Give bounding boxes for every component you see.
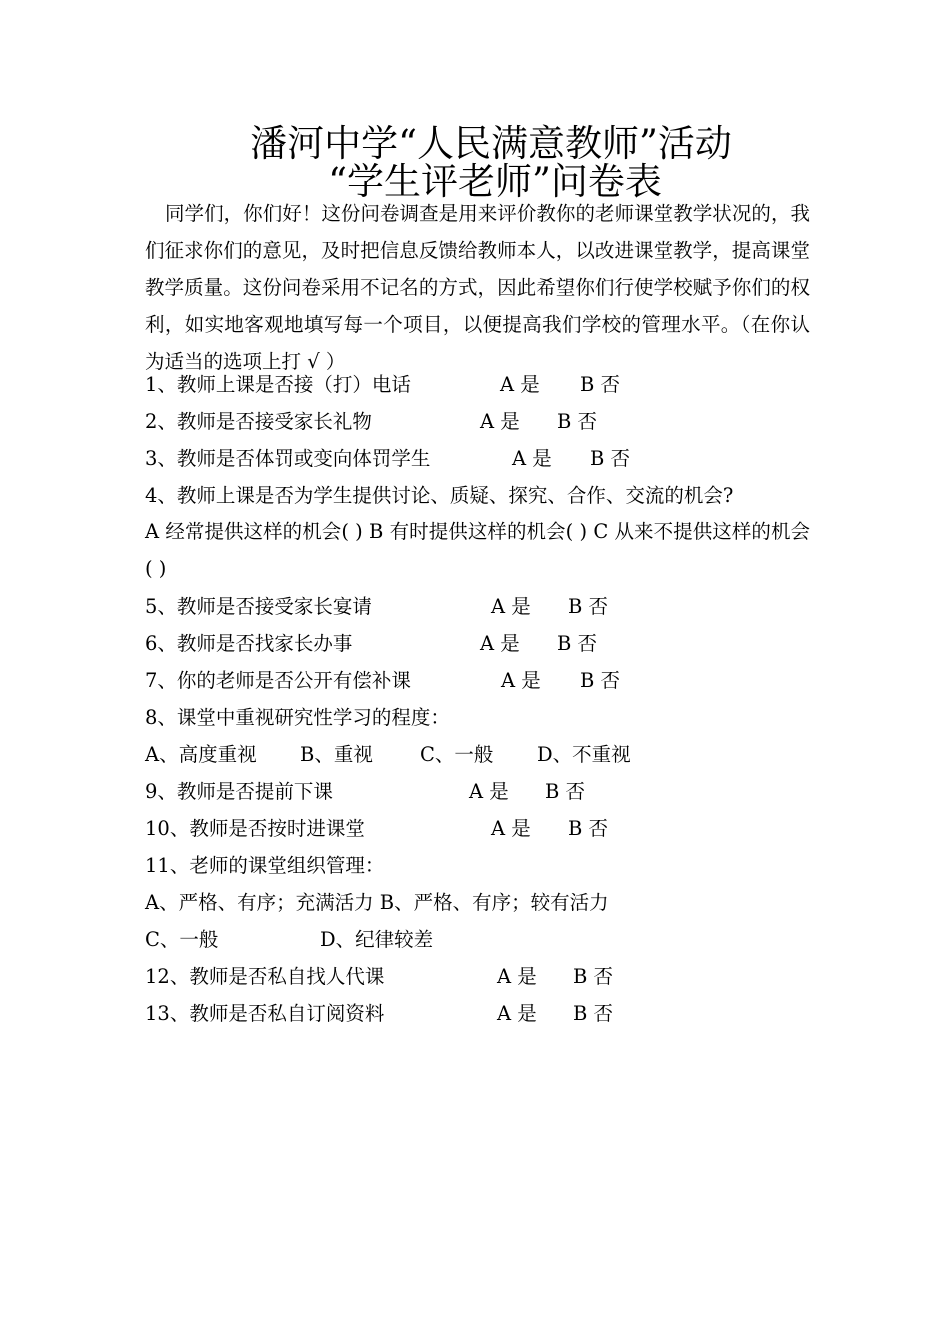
question-11: 11、老师的课堂组织管理：: [145, 854, 385, 877]
question-13-option-a[interactable]: A 是: [497, 1002, 537, 1025]
question-7: 7、你的老师是否公开有偿补课: [145, 669, 411, 692]
question-10-option-a[interactable]: A 是: [491, 817, 531, 840]
question-11-options-ab[interactable]: A、严格、有序；充满活力 B、严格、有序；较有活力: [145, 891, 609, 914]
question-5-option-b[interactable]: B 否: [568, 595, 609, 618]
question-13: 13、教师是否私自订阅资料: [145, 1002, 385, 1025]
title-line-1: 潘河中学“人民满意教师”活动: [250, 122, 732, 165]
title-line-2: “学生评老师”问卷表: [328, 160, 662, 203]
question-13-option-b[interactable]: B 否: [573, 1002, 614, 1025]
question-3-option-a[interactable]: A 是: [512, 447, 552, 470]
question-9: 9、教师是否提前下课: [145, 780, 333, 803]
question-2-option-a[interactable]: A 是: [480, 410, 520, 433]
question-7-option-a[interactable]: A 是: [501, 669, 541, 692]
question-12-option-b[interactable]: B 否: [573, 965, 614, 988]
question-8-option-a[interactable]: A、高度重视: [145, 743, 257, 766]
question-10-option-b[interactable]: B 否: [568, 817, 609, 840]
question-10: 10、教师是否按时进课堂: [145, 817, 365, 840]
question-6-option-b[interactable]: B 否: [557, 632, 598, 655]
question-1: 1、教师上课是否接（打）电话: [145, 373, 411, 396]
question-1-option-b[interactable]: B 否: [580, 373, 621, 396]
question-12: 12、教师是否私自找人代课: [145, 965, 385, 988]
question-6: 6、教师是否找家长办事: [145, 632, 353, 655]
question-11-option-d[interactable]: D、纪律较差: [320, 928, 434, 951]
question-5-option-a[interactable]: A 是: [491, 595, 531, 618]
question-6-option-a[interactable]: A 是: [480, 632, 520, 655]
question-9-option-b[interactable]: B 否: [545, 780, 586, 803]
intro-paragraph: 同学们，你们好！这份问卷调查是用来评价教你的老师课堂教学状况的，我们征求你们的意见，及时把信息反馈给教师本人，以改进课堂教学，提高课堂教学质量。这份问卷采用不记名的方式，因此希望你们行使学校赋予你们的权利，如实地客观地填写每一个项目，以便提高我们学校的管理水平。（在你认为适当的选项上打 √ ）: [145, 202, 810, 373]
question-12-option-a[interactable]: A 是: [497, 965, 537, 988]
question-5: 5、教师是否接受家长宴请: [145, 595, 372, 618]
question-8-option-c[interactable]: C、一般: [420, 743, 494, 766]
question-4-options[interactable]: A 经常提供这样的机会( ) B 有时提供这样的机会( ) C 从来不提供这样的机会( ): [145, 520, 810, 580]
question-8-option-d[interactable]: D、不重视: [537, 743, 631, 766]
question-1-option-a[interactable]: A 是: [500, 373, 540, 396]
question-8: 8、课堂中重视研究性学习的程度：: [145, 706, 450, 729]
question-8-option-b[interactable]: B、重视: [300, 743, 373, 766]
question-2: 2、教师是否接受家长礼物: [145, 410, 372, 433]
question-11-option-c[interactable]: C、一般: [145, 928, 219, 951]
question-7-option-b[interactable]: B 否: [580, 669, 621, 692]
question-3-option-b[interactable]: B 否: [590, 447, 631, 470]
question-2-option-b[interactable]: B 否: [557, 410, 598, 433]
question-9-option-a[interactable]: A 是: [469, 780, 509, 803]
question-4: 4、教师上课是否为学生提供讨论、质疑、探究、合作、交流的机会?: [145, 484, 734, 507]
question-3: 3、教师是否体罚或变向体罚学生: [145, 447, 431, 470]
